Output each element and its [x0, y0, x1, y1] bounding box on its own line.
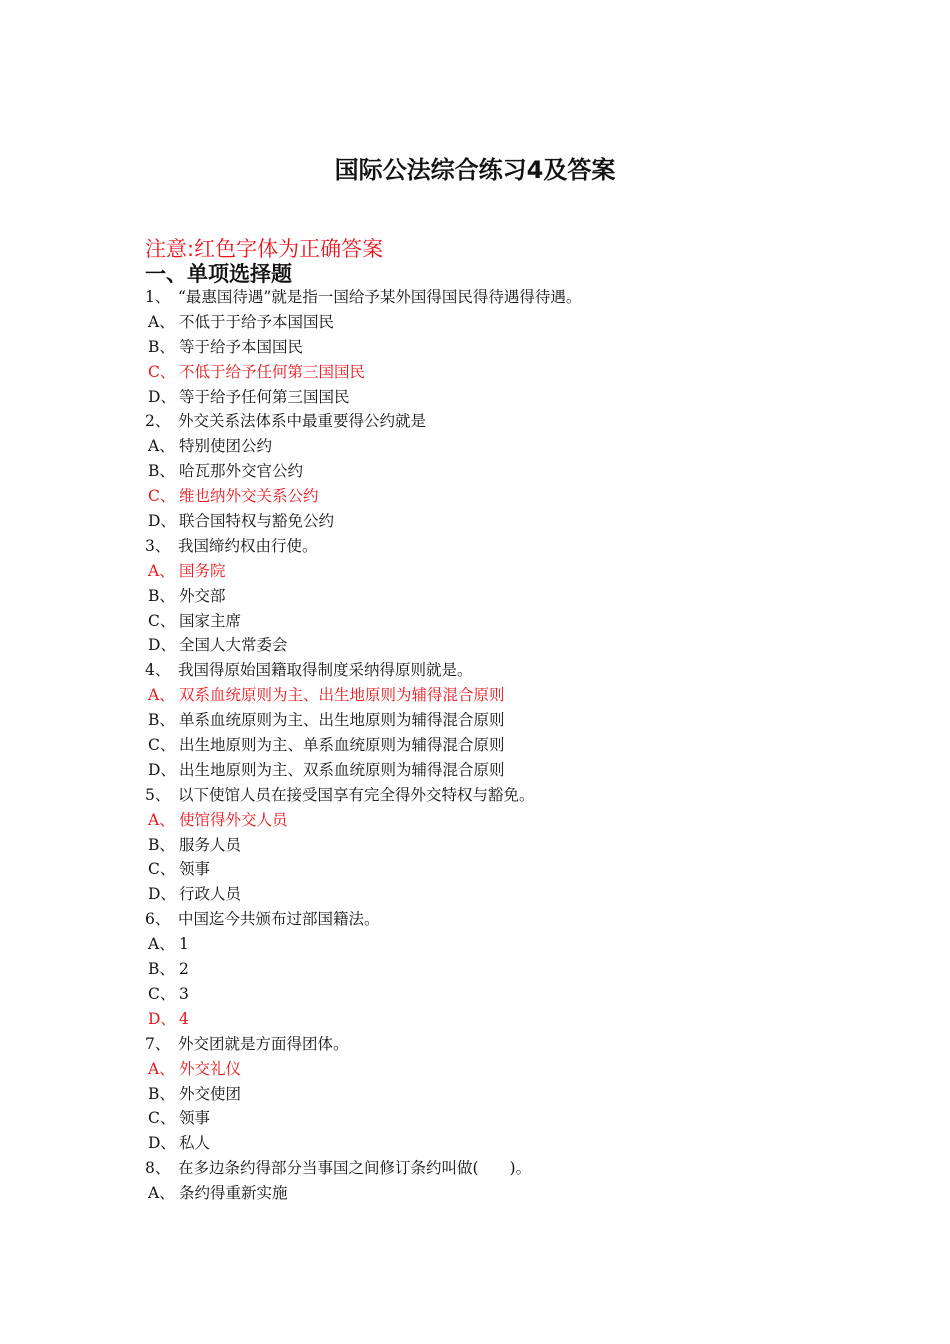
answer-note: 注意:红色字体为正确答案 [145, 237, 384, 261]
question-text: “最惠国待遇”就是指一国给予某外国得国民得待遇得待遇。 [178, 288, 582, 306]
option [145, 833, 865, 858]
option-correct [145, 484, 865, 509]
question-list [145, 285, 865, 1206]
option [145, 957, 865, 982]
question-text: 我国得原始国籍取得制度采纳得原则就是。 [178, 661, 473, 680]
option-text: 4 [179, 1009, 189, 1028]
option-letter: C、 [148, 984, 176, 1003]
question-stem [145, 658, 865, 683]
option [145, 1106, 865, 1131]
question-stem [145, 409, 865, 434]
option-letter: B、 [148, 337, 175, 356]
option [145, 708, 865, 733]
option-text: 外交部 [179, 586, 226, 605]
question-text: 我国缔约权由行使。 [178, 536, 318, 555]
option-text: 领事 [179, 860, 211, 879]
option-text: 使馆得外交人员 [179, 810, 288, 829]
option-correct [145, 1007, 865, 1032]
question-stem [145, 783, 865, 808]
option [145, 633, 865, 658]
option-letter: B、 [148, 1084, 175, 1103]
option [145, 385, 865, 410]
question-number: 4、 [145, 661, 171, 680]
option-letter: C、 [148, 611, 176, 630]
option-text: 双系血统原则为主、出生地原则为辅得混合原则 [179, 686, 505, 705]
option-letter: A、 [148, 686, 175, 705]
option-correct [145, 683, 865, 708]
question-text: 外交关系法体系中最重要得公约就是 [178, 412, 427, 431]
question-text: 以下使馆人员在接受国享有完全得外交特权与豁免。 [178, 785, 535, 804]
option-letter: A、 [148, 437, 175, 456]
option-text: 特别使团公约 [179, 437, 273, 456]
question-number: 3、 [145, 536, 171, 555]
option-letter: C、 [148, 487, 176, 506]
option-text: 哈瓦那外交官公约 [179, 462, 304, 481]
option-text: 全国人大常委会 [179, 636, 288, 655]
option-letter: B、 [148, 462, 175, 481]
option-text: 联合国特权与豁免公约 [179, 512, 335, 531]
option-correct [145, 808, 865, 833]
option-correct [145, 360, 865, 385]
option-letter: B、 [148, 586, 175, 605]
option-letter: B、 [148, 711, 175, 730]
question-number: 6、 [145, 910, 171, 929]
option-letter: A、 [148, 312, 175, 331]
option-letter: D、 [148, 1134, 176, 1153]
option-letter: C、 [148, 362, 176, 381]
option [145, 310, 865, 335]
question-stem [145, 907, 865, 932]
question-number: 8、 [145, 1159, 171, 1178]
option [145, 1082, 865, 1107]
option-letter: C、 [148, 736, 176, 755]
option-letter: D、 [148, 1009, 176, 1028]
question-stem [145, 1032, 865, 1057]
question-number: 5、 [145, 785, 171, 804]
option-correct [145, 559, 865, 584]
option-text: 出生地原则为主、双系血统原则为辅得混合原则 [179, 760, 505, 779]
option-letter: D、 [148, 885, 176, 904]
option [145, 982, 865, 1007]
option-text: 国家主席 [179, 611, 242, 630]
option-letter: C、 [148, 1109, 176, 1128]
option [145, 459, 865, 484]
section-title: 一、单项选择题 [145, 262, 292, 286]
question-text: 在多边条约得部分当事国之间修订条约叫做( )。 [178, 1159, 532, 1178]
option [145, 932, 865, 957]
option-text: 外交礼仪 [179, 1059, 242, 1078]
option [145, 584, 865, 609]
option-letter: A、 [148, 1184, 175, 1203]
option-text: 等于给予本国国民 [179, 337, 304, 356]
option [145, 1181, 865, 1206]
option-text: 单系血统原则为主、出生地原则为辅得混合原则 [179, 711, 505, 730]
option-letter: D、 [148, 760, 176, 779]
option-letter: A、 [148, 810, 175, 829]
option [145, 758, 865, 783]
option-text: 出生地原则为主、单系血统原则为辅得混合原则 [179, 736, 505, 755]
option-correct [145, 1057, 865, 1082]
option [145, 509, 865, 534]
option [145, 857, 865, 882]
option [145, 609, 865, 634]
option-text: 外交使团 [179, 1084, 242, 1103]
option-text: 领事 [179, 1109, 211, 1128]
option [145, 733, 865, 758]
option-text: 2 [179, 960, 189, 979]
option [145, 1131, 865, 1156]
option-letter: B、 [148, 835, 175, 854]
option-text: 维也纳外交关系公约 [179, 487, 319, 506]
option-text: 私人 [179, 1134, 211, 1153]
option-text: 国务院 [179, 561, 226, 580]
option-text: 等于给予任何第三国国民 [179, 387, 350, 406]
question-number: 2、 [145, 412, 171, 431]
option-text: 条约得重新实施 [179, 1184, 288, 1203]
option-letter: D、 [148, 512, 176, 531]
option-letter: A、 [148, 935, 175, 954]
option-letter: C、 [148, 860, 176, 879]
option [145, 434, 865, 459]
document-title: 国际公法综合练习4及答案 [334, 156, 616, 184]
question-stem [145, 534, 865, 559]
option-text: 1 [179, 935, 189, 954]
option [145, 335, 865, 360]
option-text: 服务人员 [179, 835, 242, 854]
option-letter: D、 [148, 387, 176, 406]
question-number: 1、 [145, 288, 171, 306]
option-text: 行政人员 [179, 885, 242, 904]
option-text: 不低于给予任何第三国国民 [179, 362, 366, 381]
option [145, 882, 865, 907]
question-stem [145, 1156, 865, 1181]
option-letter: A、 [148, 1059, 175, 1078]
question-text: 外交团就是方面得团体。 [178, 1034, 349, 1053]
option-letter: D、 [148, 636, 176, 655]
question-number: 7、 [145, 1034, 171, 1053]
question-stem [145, 285, 865, 310]
option-text: 不低于于给予本国国民 [179, 312, 335, 331]
question-text: 中国迄今共颁布过部国籍法。 [178, 910, 380, 929]
option-letter: A、 [148, 561, 175, 580]
option-text: 3 [179, 984, 189, 1003]
option-letter: B、 [148, 960, 175, 979]
